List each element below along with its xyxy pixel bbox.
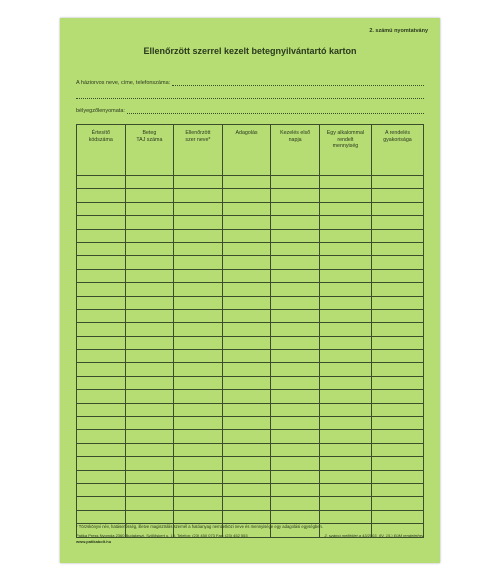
table-cell[interactable] [371,309,423,322]
table-cell[interactable] [174,430,223,443]
table-cell[interactable] [77,376,126,389]
table-cell[interactable] [222,350,271,363]
table-cell[interactable] [271,483,320,496]
table-cell[interactable] [222,497,271,510]
table-cell[interactable] [125,430,174,443]
table-cell[interactable] [271,309,320,322]
table-cell[interactable] [77,176,126,189]
column-header-line: Beteg [142,130,157,136]
column-header-line: mennyiség [332,143,359,150]
legal-reference: 2. számú melléklet a 43/2003. (IV. 15.) EüM rendelethez [324,533,424,538]
table-cell[interactable] [371,189,423,202]
table-cell[interactable] [174,403,223,416]
table-row [77,363,424,376]
table-cell[interactable] [271,336,320,349]
table-cell[interactable] [319,457,371,470]
table-cell[interactable] [271,417,320,430]
table-cell[interactable] [222,443,271,456]
table-cell[interactable] [371,242,423,255]
doctor-info-line[interactable] [172,80,424,86]
table-header-row [77,125,424,176]
table-cell[interactable] [271,470,320,483]
table-cell[interactable] [125,323,174,336]
table-cell[interactable] [174,309,223,322]
table-row [77,470,424,483]
table-cell[interactable] [222,269,271,282]
table-row [77,336,424,349]
table-cell[interactable] [271,443,320,456]
table-row [77,202,424,215]
table-row [77,457,424,470]
table-cell[interactable] [222,390,271,403]
table-cell[interactable] [371,430,423,443]
table-row [77,323,424,336]
table-cell[interactable] [77,229,126,242]
table-cell[interactable] [174,256,223,269]
table-cell[interactable] [174,497,223,510]
column-header [174,125,223,176]
column-header [77,125,126,176]
column-header-line: napja [288,136,302,143]
table-cell[interactable] [174,202,223,215]
table-cell[interactable] [125,417,174,430]
table-cell[interactable] [319,497,371,510]
table-row [77,309,424,322]
table-cell[interactable] [125,363,174,376]
table-cell[interactable] [174,176,223,189]
table-cell[interactable] [319,242,371,255]
table-cell[interactable] [222,323,271,336]
form-title: Ellenőrzött szerrel kezelt betegnyilvántartó karton [143,46,357,56]
doctor-info-label: A háziorvos neve, címe, telefonszáma: [76,80,171,86]
table-cell[interactable] [371,497,423,510]
table-cell[interactable] [319,189,371,202]
table-cell[interactable] [125,296,174,309]
table-cell[interactable] [125,283,174,296]
table-cell[interactable] [125,350,174,363]
table-cell[interactable] [319,510,371,523]
table-cell[interactable] [222,309,271,322]
table-body [77,176,424,538]
table-cell[interactable] [174,510,223,523]
table-cell[interactable] [222,202,271,215]
table-cell[interactable] [371,443,423,456]
table-cell[interactable] [271,229,320,242]
table-cell[interactable] [125,457,174,470]
column-header-line: Egy alkalommal [326,130,365,136]
table-cell[interactable] [174,216,223,229]
table-row [77,376,424,389]
doctor-info-line-2[interactable] [76,98,424,99]
column-header [319,125,371,176]
column-header-line: Ellenőrzött [185,130,211,136]
table-cell[interactable] [77,269,126,282]
table-row [77,283,424,296]
column-header-line: kódszáma [88,136,113,143]
table-cell[interactable] [77,242,126,255]
table-cell[interactable] [371,457,423,470]
table-cell[interactable] [319,443,371,456]
table-cell[interactable] [174,457,223,470]
table-cell[interactable] [271,296,320,309]
table-cell[interactable] [371,296,423,309]
table-cell[interactable] [77,483,126,496]
table-cell[interactable] [174,443,223,456]
table-cell[interactable] [271,176,320,189]
table-cell[interactable] [222,430,271,443]
table-cell[interactable] [125,242,174,255]
table-cell[interactable] [174,363,223,376]
table-cell[interactable] [222,256,271,269]
column-header-line: A rendelés [384,130,410,136]
table-cell[interactable] [125,309,174,322]
table-cell[interactable] [125,202,174,215]
table-cell[interactable] [319,269,371,282]
table-cell[interactable] [319,283,371,296]
table-row [77,350,424,363]
table-cell[interactable] [174,269,223,282]
table-row [77,430,424,443]
table-cell[interactable] [77,510,126,523]
table-cell[interactable] [77,202,126,215]
table-row [77,296,424,309]
table-cell[interactable] [319,176,371,189]
table-cell[interactable] [125,483,174,496]
column-header-line: gyakorisága [383,136,412,143]
table-cell[interactable] [319,202,371,215]
column-header-line: TAJ száma [136,136,163,143]
column-header [125,125,174,176]
table-cell[interactable] [271,430,320,443]
table-cell[interactable] [271,189,320,202]
table-cell[interactable] [174,323,223,336]
table-cell[interactable] [222,483,271,496]
table-row [77,189,424,202]
table-cell[interactable] [174,229,223,242]
table-cell[interactable] [371,350,423,363]
table-cell[interactable] [174,376,223,389]
table-cell[interactable] [125,390,174,403]
table-cell[interactable] [271,202,320,215]
table-cell[interactable] [77,363,126,376]
doctor-info-field[interactable] [76,80,424,86]
table-cell[interactable] [125,510,174,523]
table-cell[interactable] [222,403,271,416]
table-cell[interactable] [271,497,320,510]
form-sheet [60,18,440,563]
table-cell[interactable] [77,470,126,483]
table-cell[interactable] [271,269,320,282]
footnote: * Törzskönyvi név, hatáserősség, illetve magisztrális szernél a hatóanyag nemzetközi neve és mennyisége egy adagolási egységben. [76,524,324,529]
table-cell[interactable] [174,296,223,309]
table-cell[interactable] [371,470,423,483]
table-cell[interactable] [77,497,126,510]
table-row [77,443,424,456]
table-row [77,403,424,416]
column-header-line: Kezelés első [280,130,311,136]
table-row [77,242,424,255]
table-cell[interactable] [319,363,371,376]
table-cell[interactable] [174,189,223,202]
table-cell[interactable] [174,283,223,296]
table-cell[interactable] [77,189,126,202]
column-header-line: rendelt [337,136,354,143]
table-cell[interactable] [222,242,271,255]
table-cell[interactable] [125,216,174,229]
table-cell[interactable] [125,229,174,242]
table-cell[interactable] [271,376,320,389]
table-cell[interactable] [77,296,126,309]
table-cell[interactable] [319,309,371,322]
table-cell[interactable] [319,483,371,496]
table-cell[interactable] [222,189,271,202]
table-row [77,256,424,269]
table-cell[interactable] [125,376,174,389]
column-header-line: szer neve* [185,136,211,143]
table-cell[interactable] [319,403,371,416]
table-cell[interactable] [371,176,423,189]
table-cell[interactable] [125,269,174,282]
table-cell[interactable] [319,336,371,349]
table-cell[interactable] [319,296,371,309]
table-cell[interactable] [222,283,271,296]
table-cell[interactable] [77,403,126,416]
table-row [77,269,424,282]
form-number: 2. számú nyomtatvány [369,28,428,34]
stamp-line[interactable] [127,108,424,114]
table-cell[interactable] [77,350,126,363]
publisher-address: Patika Press Nyomda 2360 Budakeszi, Szőlőskert u. 19. Telefon: (23) 450 073 Fax: (23) 452 553 [76,533,248,538]
table-cell[interactable] [77,283,126,296]
table-cell[interactable] [174,350,223,363]
table-cell[interactable] [222,216,271,229]
table-cell[interactable] [319,323,371,336]
table-cell[interactable] [271,457,320,470]
table-row [77,229,424,242]
table-cell[interactable] [174,336,223,349]
column-header [371,125,423,176]
table-cell[interactable] [371,256,423,269]
table-cell[interactable] [174,242,223,255]
table-cell[interactable] [371,510,423,523]
table-cell[interactable] [77,457,126,470]
table-cell[interactable] [77,256,126,269]
table-cell[interactable] [125,443,174,456]
table-cell[interactable] [319,216,371,229]
table-row [77,176,424,189]
column-header-line: Értesítő [91,130,110,136]
table-row [77,417,424,430]
table-cell[interactable] [271,256,320,269]
table-cell[interactable] [271,403,320,416]
table-cell[interactable] [222,336,271,349]
table-cell[interactable] [77,430,126,443]
table-cell[interactable] [222,176,271,189]
table-cell[interactable] [371,363,423,376]
table-cell[interactable] [271,242,320,255]
table-cell[interactable] [319,430,371,443]
table-cell[interactable] [77,417,126,430]
table-cell[interactable] [125,497,174,510]
table-cell[interactable] [125,336,174,349]
table-cell[interactable] [371,417,423,430]
table-cell[interactable] [319,229,371,242]
table-cell[interactable] [77,443,126,456]
table-cell[interactable] [77,216,126,229]
table-cell[interactable] [222,296,271,309]
table-row [77,216,424,229]
table-cell[interactable] [371,229,423,242]
table-cell[interactable] [77,309,126,322]
table-cell[interactable] [77,390,126,403]
table-cell[interactable] [371,323,423,336]
publisher-info [76,533,248,545]
table-cell[interactable] [371,336,423,349]
table-cell[interactable] [271,390,320,403]
column-header [271,125,320,176]
stamp-field[interactable] [76,108,424,114]
table-cell[interactable] [125,189,174,202]
table-cell[interactable] [271,323,320,336]
table-cell[interactable] [319,470,371,483]
table-cell[interactable] [371,376,423,389]
table-cell[interactable] [174,470,223,483]
patient-register-table [76,124,424,538]
table-cell[interactable] [222,457,271,470]
table-cell[interactable] [271,283,320,296]
table-cell[interactable] [125,256,174,269]
table-row [77,483,424,496]
table-cell[interactable] [319,390,371,403]
table-cell[interactable] [319,350,371,363]
table-row [77,510,424,523]
table-cell[interactable] [319,376,371,389]
table-cell[interactable] [222,376,271,389]
table-cell[interactable] [271,350,320,363]
table-row [77,390,424,403]
table-cell[interactable] [222,510,271,523]
table-cell[interactable] [174,483,223,496]
table-cell[interactable] [271,363,320,376]
column-header [222,125,271,176]
table-cell[interactable] [174,417,223,430]
table-cell[interactable] [271,510,320,523]
table-cell[interactable] [371,269,423,282]
table-cell[interactable] [222,229,271,242]
table-cell[interactable] [371,202,423,215]
table-cell[interactable] [371,403,423,416]
table-cell[interactable] [371,390,423,403]
table-cell[interactable] [77,323,126,336]
table-cell[interactable] [125,403,174,416]
table-row [77,497,424,510]
table-cell[interactable] [371,216,423,229]
table-cell[interactable] [222,470,271,483]
table-cell[interactable] [222,363,271,376]
table-cell[interactable] [271,216,320,229]
table-cell[interactable] [125,176,174,189]
table-cell[interactable] [174,390,223,403]
table-cell[interactable] [319,256,371,269]
column-header-line: Adagolás [235,130,258,136]
table-cell[interactable] [222,417,271,430]
table-cell[interactable] [319,417,371,430]
table-cell[interactable] [77,336,126,349]
table-cell[interactable] [125,470,174,483]
stamp-label: bélyegzőlenyomata: [76,108,125,114]
table-cell[interactable] [371,483,423,496]
table-cell[interactable] [371,283,423,296]
publisher-website: www.patikabolt.hu [76,539,112,544]
